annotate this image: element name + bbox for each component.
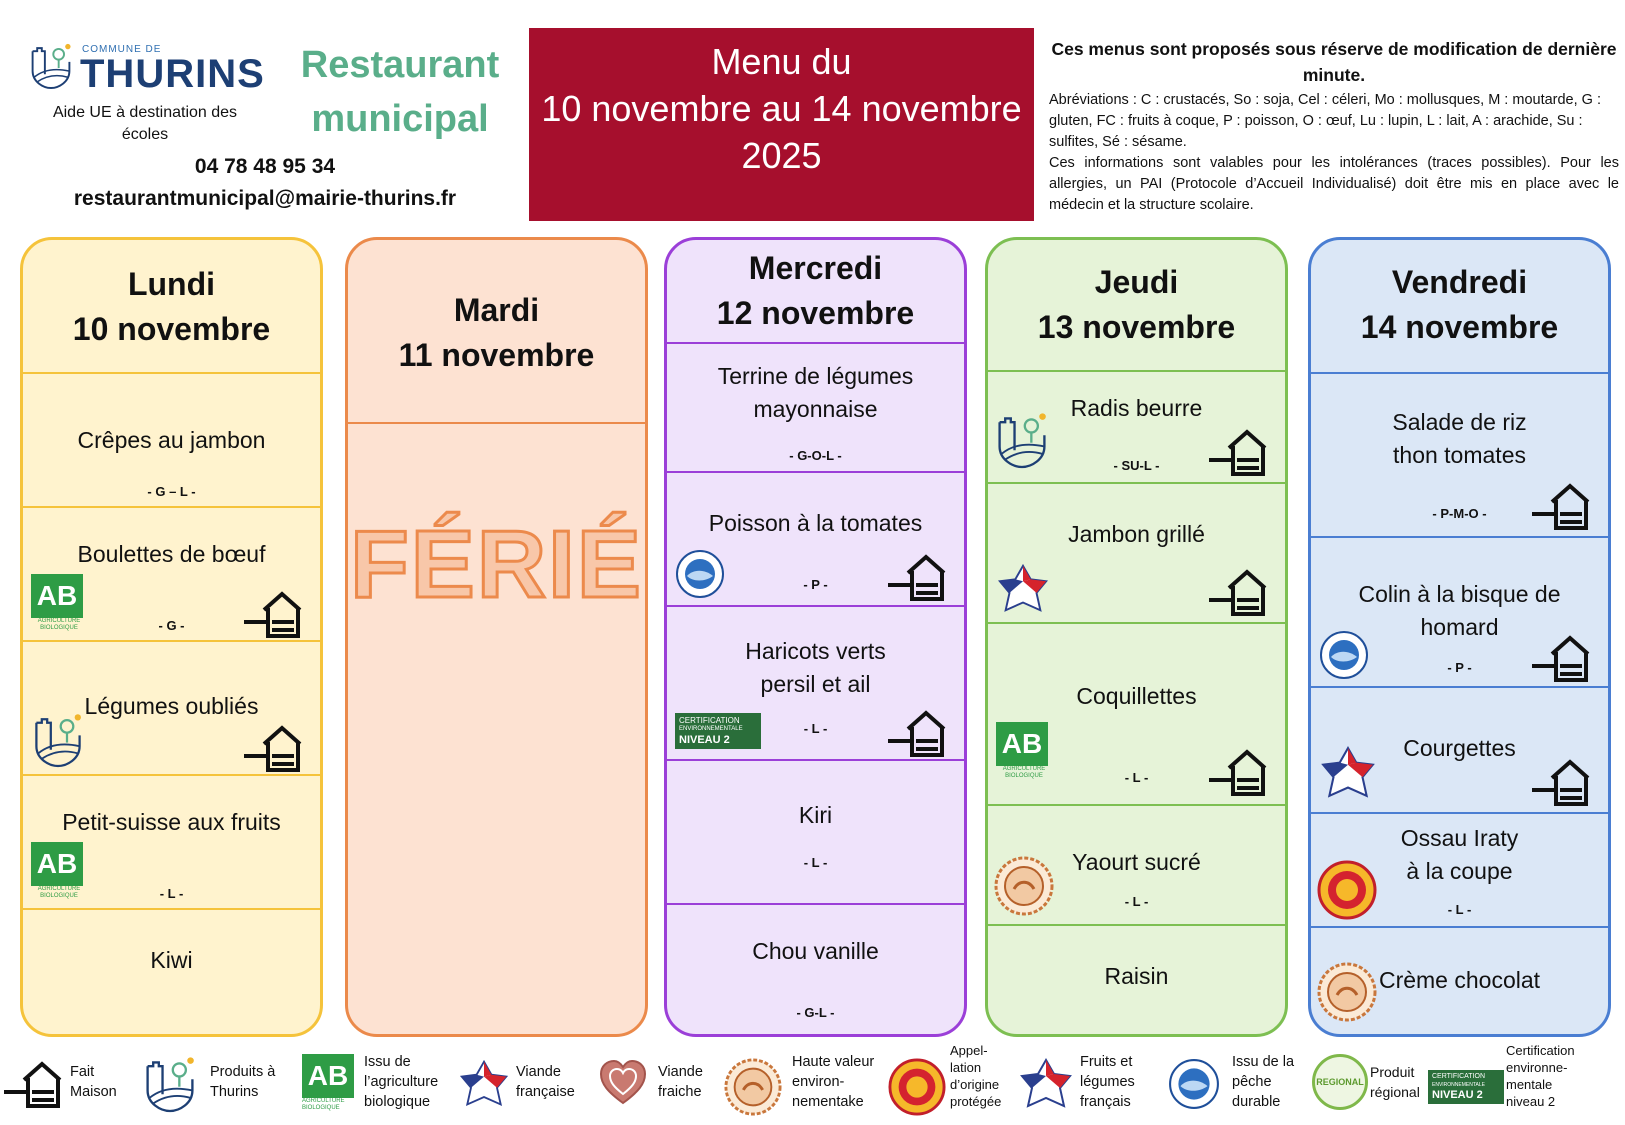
allergens: - L -	[803, 721, 828, 736]
legend-label-line: Fruits et	[1080, 1054, 1133, 1070]
restaurant-title-line2: municipal	[311, 98, 489, 140]
dish-line2: mayonnaise	[753, 396, 878, 422]
dish-line2: persil et ail	[760, 671, 871, 697]
legend-label-line: Issu de	[364, 1054, 411, 1070]
dish-line1: Terrine de légumes	[717, 363, 914, 389]
peche-durable-icon	[1319, 630, 1369, 680]
legend-label-line: Issu de la	[1232, 1054, 1295, 1070]
fait-maison-icon	[242, 722, 306, 774]
legend-label-line: lation	[950, 1060, 982, 1075]
dish-line1: Colin à la bisque de	[1358, 581, 1561, 607]
menu-item	[988, 926, 1285, 1034]
certification-niveau2-icon	[675, 713, 761, 749]
fait-maison-icon	[1530, 756, 1594, 808]
legend-label-line: fraiche	[658, 1084, 702, 1100]
legend-label-line: Fait	[70, 1064, 95, 1080]
menu-item	[667, 761, 964, 905]
haute-valeur-environnementale-icon	[1317, 962, 1377, 1022]
viandes-de-france-icon	[996, 562, 1050, 616]
day-name: Jeudi	[1094, 264, 1179, 300]
menu-item	[667, 473, 964, 607]
dish-line2: à la coupe	[1406, 858, 1513, 884]
allergens: - L -	[1124, 770, 1149, 785]
dish-name	[677, 360, 954, 426]
dish-name: Petit-suisse aux fruits	[62, 809, 281, 835]
allergens: - P-M-O -	[1432, 506, 1487, 521]
menu-item	[1311, 928, 1608, 1037]
ferie-label: FÉRIÉ	[350, 511, 643, 618]
day-name: Mardi	[453, 292, 540, 328]
allergens: - L -	[1447, 902, 1472, 917]
cert-line1: CERTIFICATION	[679, 716, 740, 725]
menu-title-line1: Menu du	[711, 41, 852, 82]
dish-name: Crème chocolat	[1378, 967, 1541, 993]
allergens: - L -	[803, 855, 828, 870]
fait-maison-icon	[1530, 632, 1594, 684]
legend-label-line: environne-	[1506, 1060, 1568, 1075]
allergens: - G-L -	[796, 1005, 835, 1020]
legend-label-line: nementake	[792, 1094, 864, 1110]
menu-title-box	[529, 28, 1034, 221]
menu-item	[1311, 814, 1608, 928]
day-date: 13 novembre	[1037, 309, 1236, 345]
legend	[0, 1043, 1625, 1122]
dish-line2: homard	[1420, 614, 1499, 640]
logo-commune-text: COMMUNE DE	[82, 44, 162, 55]
menu-item	[988, 806, 1285, 926]
ab-logo-caption: AGRICULTURE BIOLOGIQUE	[302, 1098, 345, 1111]
day-date: 10 novembre	[72, 311, 271, 347]
cert-line3: NIVEAU 2	[679, 734, 730, 746]
dish-name: Raisin	[1104, 963, 1169, 989]
day-date: 11 novembre	[398, 337, 595, 373]
menu-item	[988, 484, 1285, 624]
menu-item	[23, 776, 320, 910]
menu-item	[667, 607, 964, 761]
dish-name: Courgettes	[1403, 735, 1516, 761]
day-header	[1311, 240, 1608, 374]
produits-thurins-icon	[142, 1052, 198, 1114]
day-date: 12 novembre	[716, 295, 915, 331]
fait-maison-icon	[886, 707, 950, 759]
notice-info: Ces informations sont valables pour les intolérances (traces possibles). Pour les allergies, un PAI (Protocole d’Accueil Individualisé) doit être mis en place avec le médecin et la structure scolaire.	[1049, 155, 1619, 213]
dish-name: Kiri	[798, 802, 833, 828]
aide-ue-text: Aide UE à destination des écoles	[52, 104, 238, 143]
phone-number: 04 78 48 95 34	[194, 155, 336, 178]
allergens: - P -	[1447, 660, 1472, 675]
viandes-de-france-icon	[458, 1058, 510, 1110]
ab-bio-icon	[31, 842, 87, 900]
legend-label-line: protégée	[950, 1094, 1002, 1109]
regional-icon: REGIONAL	[1312, 1054, 1368, 1110]
legend-label-line: légumes	[1080, 1074, 1135, 1090]
fait-maison-icon	[1207, 566, 1271, 618]
menu-item	[988, 372, 1285, 484]
menu-item	[1311, 538, 1608, 688]
menu-item	[1311, 374, 1608, 538]
dish-name: Crêpes au jambon	[77, 427, 266, 453]
logo-thurins-text: THURINS	[80, 52, 265, 96]
email-address: restaurantmunicipal@mairie-thurins.fr	[73, 187, 457, 210]
dish-name	[677, 635, 954, 701]
ab-logo-text: AB	[302, 1054, 354, 1098]
legend-label-line: environ-	[792, 1074, 845, 1090]
day-header	[23, 240, 320, 374]
dish-name: Jambon grillé	[1068, 521, 1205, 547]
notice-headline: Ces menus sont proposés sous réserve de modification de dernière minute.	[1051, 39, 1617, 85]
dish-line1: Salade de riz	[1392, 409, 1527, 435]
cert-line3: NIVEAU 2	[1432, 1089, 1483, 1101]
dish-line1: Haricots verts	[745, 638, 886, 664]
allergens: - G – L -	[147, 484, 196, 499]
allergens: - SU-L -	[1113, 458, 1160, 473]
day-name: Lundi	[127, 266, 216, 302]
legend-label-line: Produits à	[210, 1064, 276, 1080]
legend-label-line: biologique	[364, 1094, 431, 1110]
allergens: - L -	[1124, 894, 1149, 909]
legend-label-line: Produit	[1370, 1064, 1415, 1080]
menu-item	[23, 642, 320, 776]
day-date: 14 novembre	[1360, 309, 1559, 345]
thurins-logo	[28, 40, 268, 100]
fait-maison-icon	[242, 588, 306, 640]
ab-logo-text: AB	[31, 842, 83, 886]
legend-label-line: Maison	[70, 1084, 117, 1100]
dish-name: Chou vanille	[752, 938, 879, 964]
dish-line2: thon tomates	[1393, 442, 1526, 468]
day-header	[988, 240, 1285, 372]
cert-line2: ENVIRONNEMENTALE	[1432, 1082, 1485, 1088]
haute-valeur-environnementale-icon	[994, 856, 1054, 916]
menu-item	[988, 624, 1285, 806]
ab-logo-caption: AGRICULTURE BIOLOGIQUE	[37, 618, 81, 631]
haute-valeur-environnementale-icon	[724, 1058, 782, 1116]
legend-label-line: Viande	[658, 1064, 703, 1080]
peche-durable-icon	[675, 549, 725, 599]
notice-abbreviations: Abréviations : C : crustacés, So : soja, Cel : céleri, Mo : mollusques, M : moutarde, G : gluten, FC : fruits à coque, P : poisson, O : œuf, Lu : lupin, L : lait, A : arachide, Su : sulfites, Sé : sésame.	[1049, 92, 1602, 150]
produits-thurins-icon	[31, 710, 85, 768]
legend-label-line: français	[1080, 1094, 1131, 1110]
legend-label-line: pêche	[1232, 1074, 1272, 1090]
aop-icon	[1317, 860, 1377, 920]
dish-name: Poisson à la tomates	[708, 510, 923, 536]
day-name: Mercredi	[748, 250, 883, 286]
legend-label-line: Haute valeur	[792, 1054, 875, 1070]
dish-name: Coquillettes	[1076, 683, 1197, 709]
fruits-legumes-de-france-icon	[1018, 1056, 1074, 1112]
aop-icon	[888, 1058, 946, 1116]
day-column-jeudi	[985, 237, 1288, 1037]
cert-line1: CERTIFICATION	[1432, 1073, 1486, 1080]
certification-niveau2-icon	[1428, 1070, 1504, 1104]
dish-name: Boulettes de bœuf	[77, 541, 266, 567]
legend-label-line: Viande	[516, 1064, 561, 1080]
legend-label-line: durable	[1232, 1094, 1281, 1110]
legend-label-line: l’agriculture	[364, 1074, 439, 1090]
legend-label-line: française	[516, 1084, 575, 1100]
menu-item	[23, 374, 320, 508]
fait-maison-icon	[1207, 746, 1271, 798]
day-column-mardi	[345, 237, 648, 1037]
heart-icon	[598, 1058, 648, 1108]
notice-block	[1049, 36, 1619, 216]
legend-label-line: régional	[1370, 1084, 1420, 1100]
fait-maison-icon	[1530, 480, 1594, 532]
dish-line1: Ossau Iraty	[1400, 825, 1519, 851]
dish-name	[1321, 406, 1598, 472]
fait-maison-icon	[1207, 426, 1271, 478]
ab-logo-text: AB	[31, 574, 83, 618]
menu-item	[23, 508, 320, 642]
menu-item	[1311, 688, 1608, 814]
ab-logo-caption: AGRICULTURE BIOLOGIQUE	[37, 886, 81, 899]
cert-line2: ENVIRONNEMENTALE	[679, 726, 743, 732]
day-column-lundi	[20, 237, 323, 1037]
legend-label-line: Thurins	[210, 1084, 259, 1100]
day-name: Vendredi	[1391, 264, 1528, 300]
restaurant-title-line1: Restaurant	[300, 44, 500, 86]
ab-logo-text: AB	[996, 722, 1048, 766]
day-column-vendredi	[1308, 237, 1611, 1037]
legend-label-line: mentale	[1506, 1077, 1553, 1092]
produits-thurins-icon	[994, 408, 1050, 470]
ab-bio-icon	[302, 1054, 356, 1112]
ab-logo-caption: AGRICULTURE BIOLOGIQUE	[1002, 766, 1046, 779]
menu-title-line2: 10 novembre au 14 novembre	[541, 88, 1022, 129]
dish-name: Légumes oubliés	[84, 693, 259, 719]
dish-name: Yaourt sucré	[1072, 849, 1201, 875]
menu-item	[667, 905, 964, 1034]
allergens: - L -	[159, 886, 184, 901]
day-header	[667, 240, 964, 344]
dish-name: Radis beurre	[1070, 395, 1203, 421]
menu-title-line3: 2025	[741, 135, 822, 176]
day-column-mercredi	[664, 237, 967, 1037]
fait-maison-icon	[886, 551, 950, 603]
thurins-emblem-icon	[28, 40, 74, 90]
legend-label-line: Appel-	[950, 1043, 988, 1058]
allergens: - G -	[158, 618, 185, 633]
fruits-legumes-de-france-icon	[1319, 744, 1377, 802]
day-header	[348, 240, 645, 424]
allergens: - P -	[803, 577, 828, 592]
legend-label-line: d’origine	[950, 1077, 1000, 1092]
legend-label-line: niveau 2	[1506, 1094, 1556, 1109]
ab-bio-icon	[31, 574, 87, 632]
peche-durable-icon	[1168, 1058, 1220, 1110]
allergens: - G-O-L -	[789, 448, 842, 463]
ab-bio-icon	[996, 722, 1052, 780]
menu-item	[23, 910, 320, 1034]
menu-item	[667, 344, 964, 473]
legend-label-line: Certification	[1506, 1043, 1575, 1058]
dish-name: Kiwi	[150, 947, 193, 973]
fait-maison-icon	[2, 1058, 66, 1110]
restaurant-title	[290, 38, 510, 146]
